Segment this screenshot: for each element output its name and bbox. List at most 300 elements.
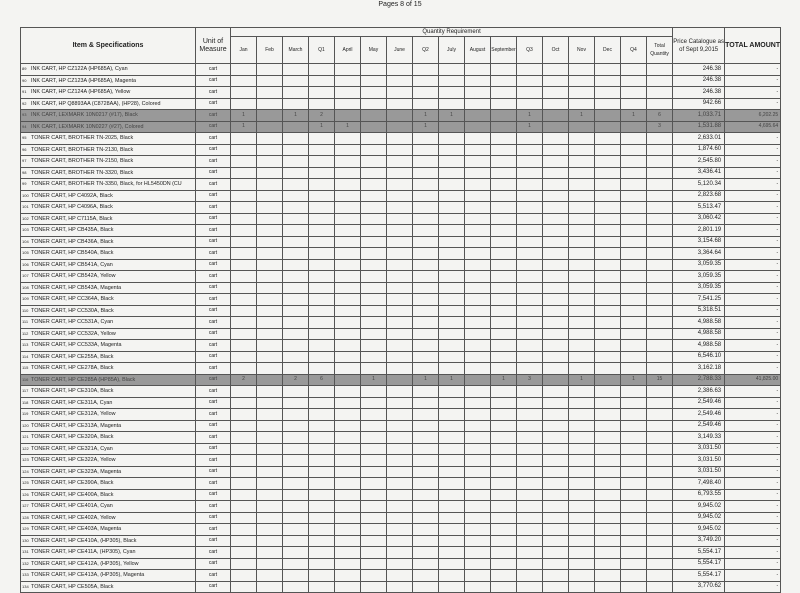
qty-cell — [283, 87, 309, 99]
qty-cell — [647, 443, 673, 455]
qty-cell — [387, 466, 413, 478]
item-number: 121 — [22, 434, 29, 439]
qty-cell — [543, 202, 569, 214]
qty-cell — [257, 110, 283, 122]
qty-cell — [647, 294, 673, 306]
item-number: 91 — [22, 89, 27, 94]
qty-cell — [569, 328, 595, 340]
qty-cell: 1 — [335, 121, 361, 133]
qty-cell — [361, 167, 387, 179]
qty-cell — [309, 294, 335, 306]
qty-cell — [491, 133, 517, 145]
qty-cell — [647, 179, 673, 191]
qty-cell — [647, 190, 673, 202]
price-cell: 5,554.17 — [673, 570, 725, 582]
qty-cell — [283, 489, 309, 501]
table-row — [21, 213, 781, 225]
qty-cell — [621, 570, 647, 582]
item-name: TONER CART, BROTHER TN-3350, Black, for HL5450DN (CU — [31, 181, 182, 187]
qty-cell — [257, 374, 283, 386]
item-number: 99 — [22, 181, 27, 186]
item-number: 113 — [22, 342, 29, 347]
qty-cell — [517, 363, 543, 375]
table-row — [21, 558, 781, 570]
qty-cell — [413, 98, 439, 110]
price-cell: 5,554.17 — [673, 558, 725, 570]
qty-cell — [543, 351, 569, 363]
qty-cell — [335, 179, 361, 191]
qty-cell — [439, 64, 465, 76]
item-number: 134 — [22, 583, 29, 589]
qty-cell — [361, 282, 387, 294]
qty-cell — [621, 466, 647, 478]
item-name: TONER CART, HP CE312A, Yellow — [31, 411, 116, 417]
amount-cell: - — [725, 317, 781, 329]
qty-cell — [465, 501, 491, 513]
qty-cell — [361, 558, 387, 570]
item-name: TONER CART, BROTHER TN-3320, Black — [31, 169, 134, 176]
qty-cell — [361, 501, 387, 513]
qty-cell — [517, 317, 543, 329]
qty-cell — [621, 259, 647, 271]
qty-cell — [335, 213, 361, 225]
price-cell: 2,549.46 — [673, 409, 725, 421]
qty-cell — [439, 167, 465, 179]
qty-cell — [335, 282, 361, 294]
qty-cell — [491, 167, 517, 179]
qty-cell — [413, 133, 439, 145]
unit-cell: cart — [196, 75, 231, 87]
qty-cell — [465, 294, 491, 306]
qty-cell — [595, 236, 621, 248]
qty-cell — [309, 328, 335, 340]
price-cell: 3,059.35 — [673, 271, 725, 283]
qty-cell — [569, 75, 595, 87]
qty-cell — [283, 570, 309, 582]
qty-cell — [413, 524, 439, 536]
qty-cell — [387, 524, 413, 536]
unit-cell: cart — [196, 547, 231, 559]
item-number: 117 — [22, 388, 29, 393]
item-cell — [21, 248, 196, 260]
qty-cell — [465, 409, 491, 421]
qty-cell — [595, 512, 621, 524]
price-cell: 3,364.64 — [673, 248, 725, 260]
qty-cell — [413, 397, 439, 409]
qty-cell — [413, 558, 439, 570]
table-row — [21, 386, 781, 398]
qty-cell — [309, 167, 335, 179]
qty-cell — [309, 547, 335, 559]
amount-cell: - — [725, 225, 781, 237]
amount-cell: - — [725, 547, 781, 559]
qty-cell — [647, 213, 673, 225]
item-number: 114 — [22, 353, 29, 359]
qty-cell — [647, 259, 673, 271]
qty-cell — [439, 524, 465, 536]
qty-cell — [543, 259, 569, 271]
qty-cell: 2 — [309, 110, 335, 122]
item-number: 126 — [22, 491, 29, 497]
qty-cell — [309, 455, 335, 467]
item-number: 125 — [22, 480, 29, 485]
qty-cell — [361, 478, 387, 490]
item-name: TONER CART, HP CE403A, Magenta — [31, 526, 122, 532]
amount-cell: - — [725, 455, 781, 467]
qty-cell — [569, 317, 595, 329]
qty-cell — [309, 225, 335, 237]
qty-cell — [465, 455, 491, 467]
item-number: 90 — [22, 77, 27, 83]
qty-cell — [413, 156, 439, 168]
unit-cell: cart — [196, 443, 231, 455]
qty-cell — [283, 75, 309, 87]
qty-cell — [621, 190, 647, 202]
qty-cell — [283, 409, 309, 421]
qty-cell — [413, 386, 439, 398]
qty-cell — [595, 213, 621, 225]
qty-cell — [517, 455, 543, 467]
qty-cell — [309, 179, 335, 191]
qty-cell — [413, 501, 439, 513]
qty-cell — [387, 144, 413, 156]
qty-cell — [595, 294, 621, 306]
qty-cell — [543, 455, 569, 467]
qty-cell — [257, 397, 283, 409]
price-cell: 6,546.10 — [673, 351, 725, 363]
qty-cell — [621, 386, 647, 398]
qty-cell — [257, 305, 283, 317]
qty-cell — [543, 397, 569, 409]
qty-cell — [231, 489, 257, 501]
qty-cell — [361, 443, 387, 455]
header-month: Total Quantity — [647, 37, 673, 64]
qty-cell — [491, 420, 517, 432]
qty-cell — [283, 535, 309, 547]
qty-cell — [517, 409, 543, 421]
qty-cell — [413, 144, 439, 156]
item-name: TONER CART, HP CB542A, Yellow — [31, 273, 116, 279]
quantity-requirement-table — [20, 27, 781, 593]
table-row — [21, 432, 781, 444]
unit-cell: cart — [196, 570, 231, 582]
qty-cell — [335, 581, 361, 593]
item-name: INK CART, HP Q8893AA (C8728AA), (HP28), Colored — [31, 100, 161, 107]
qty-cell — [569, 236, 595, 248]
amount-cell: - — [725, 190, 781, 202]
qty-cell — [465, 340, 491, 352]
unit-cell: cart — [196, 282, 231, 294]
qty-cell — [439, 282, 465, 294]
qty-cell — [361, 489, 387, 501]
qty-cell — [335, 363, 361, 375]
qty-cell — [439, 558, 465, 570]
qty-cell — [491, 98, 517, 110]
qty-cell — [309, 466, 335, 478]
qty-cell — [439, 190, 465, 202]
qty-cell — [335, 202, 361, 214]
qty-cell — [283, 340, 309, 352]
table-row — [21, 98, 781, 110]
qty-cell — [361, 512, 387, 524]
qty-cell — [595, 144, 621, 156]
item-name: TONER CART, HP CE411A, (HP305), Cyan — [31, 549, 136, 555]
qty-cell — [257, 420, 283, 432]
qty-cell — [517, 202, 543, 214]
header-month: Q1 — [309, 37, 335, 64]
qty-cell — [283, 236, 309, 248]
amount-cell: - — [725, 305, 781, 317]
qty-cell — [543, 133, 569, 145]
price-cell: 2,633.01 — [673, 133, 725, 145]
qty-cell — [621, 489, 647, 501]
qty-cell — [543, 512, 569, 524]
table-row — [21, 294, 781, 306]
qty-cell — [231, 202, 257, 214]
amount-cell: - — [725, 179, 781, 191]
header-item: Item & Specifications — [21, 28, 196, 64]
qty-cell — [569, 397, 595, 409]
qty-cell — [491, 409, 517, 421]
item-cell — [21, 133, 196, 145]
item-number: 106 — [22, 261, 29, 267]
qty-cell — [595, 581, 621, 593]
unit-cell: cart — [196, 455, 231, 467]
qty-cell — [543, 501, 569, 513]
qty-cell — [517, 547, 543, 559]
qty-cell — [335, 317, 361, 329]
unit-cell: cart — [196, 478, 231, 490]
qty-cell — [335, 489, 361, 501]
qty-cell — [491, 535, 517, 547]
qty-cell — [543, 87, 569, 99]
item-cell — [21, 282, 196, 294]
qty-cell — [387, 432, 413, 444]
unit-cell: cart — [196, 98, 231, 110]
item-cell — [21, 225, 196, 237]
item-name: TONER CART, HP CB540A, Black — [31, 250, 114, 256]
price-cell: 1,033.71 — [673, 110, 725, 122]
qty-cell — [595, 386, 621, 398]
qty-cell — [517, 397, 543, 409]
qty-cell — [465, 420, 491, 432]
qty-cell — [231, 179, 257, 191]
qty-cell — [543, 489, 569, 501]
qty-cell — [647, 133, 673, 145]
qty-cell — [595, 489, 621, 501]
item-name: TONER CART, HP CE255A, Black — [31, 353, 114, 360]
qty-cell — [257, 144, 283, 156]
qty-cell — [621, 282, 647, 294]
qty-cell — [621, 432, 647, 444]
qty-cell — [231, 432, 257, 444]
qty-cell — [517, 75, 543, 87]
qty-cell: 1 — [517, 110, 543, 122]
item-number: 89 — [22, 66, 27, 71]
qty-cell — [413, 340, 439, 352]
qty-cell — [231, 501, 257, 513]
item-cell — [21, 570, 196, 582]
unit-cell: cart — [196, 432, 231, 444]
qty-cell — [439, 87, 465, 99]
qty-cell — [309, 202, 335, 214]
qty-cell — [465, 547, 491, 559]
qty-cell — [595, 98, 621, 110]
qty-cell — [465, 213, 491, 225]
price-cell: 5,318.51 — [673, 305, 725, 317]
item-name: INK CART, LEXMARK 10N0227 (#27), Colored — [31, 123, 144, 130]
qty-cell — [257, 455, 283, 467]
qty-cell — [387, 374, 413, 386]
qty-cell — [491, 259, 517, 271]
table-row — [21, 466, 781, 478]
qty-cell — [413, 547, 439, 559]
qty-cell — [231, 512, 257, 524]
qty-cell — [491, 75, 517, 87]
header-total-amount: TOTAL AMOUNT — [725, 28, 781, 64]
amount-cell: - — [725, 328, 781, 340]
qty-cell — [621, 363, 647, 375]
qty-cell — [231, 259, 257, 271]
item-number: 112 — [22, 330, 29, 336]
qty-cell — [465, 271, 491, 283]
amount-cell: - — [725, 75, 781, 87]
qty-cell — [387, 386, 413, 398]
qty-cell — [595, 133, 621, 145]
qty-cell — [361, 87, 387, 99]
qty-cell — [465, 558, 491, 570]
amount-cell: - — [725, 512, 781, 524]
qty-cell — [569, 501, 595, 513]
qty-cell — [283, 420, 309, 432]
qty-cell — [413, 213, 439, 225]
qty-cell — [595, 570, 621, 582]
qty-cell — [595, 190, 621, 202]
item-number: 124 — [22, 468, 29, 474]
amount-cell: - — [725, 248, 781, 260]
qty-cell — [543, 328, 569, 340]
qty-cell — [387, 294, 413, 306]
qty-cell — [309, 512, 335, 524]
qty-cell: 1 — [231, 110, 257, 122]
amount-cell: - — [725, 351, 781, 363]
unit-cell: cart — [196, 512, 231, 524]
qty-cell — [283, 98, 309, 110]
qty-cell — [517, 305, 543, 317]
qty-cell — [543, 420, 569, 432]
amount-cell: - — [725, 478, 781, 490]
price-cell: 246.38 — [673, 64, 725, 76]
amount-cell: - — [725, 420, 781, 432]
qty-cell — [621, 213, 647, 225]
qty-cell — [257, 202, 283, 214]
qty-cell — [595, 179, 621, 191]
qty-cell — [361, 213, 387, 225]
qty-cell — [387, 409, 413, 421]
qty-cell — [517, 248, 543, 260]
qty-cell — [231, 75, 257, 87]
price-cell: 3,059.35 — [673, 282, 725, 294]
qty-cell — [543, 64, 569, 76]
qty-cell — [231, 156, 257, 168]
item-number: 97 — [22, 158, 27, 163]
qty-cell — [647, 570, 673, 582]
qty-cell — [595, 547, 621, 559]
qty-cell — [439, 535, 465, 547]
qty-cell — [595, 432, 621, 444]
qty-cell — [439, 443, 465, 455]
qty-cell — [361, 455, 387, 467]
item-number: 128 — [22, 514, 29, 520]
price-cell: 1,531.88 — [673, 121, 725, 133]
qty-cell — [465, 512, 491, 524]
item-number: 123 — [22, 457, 29, 462]
price-cell: 2,545.80 — [673, 156, 725, 168]
price-cell: 3,060.42 — [673, 213, 725, 225]
item-cell — [21, 581, 196, 593]
qty-cell — [335, 432, 361, 444]
price-cell: 3,436.41 — [673, 167, 725, 179]
item-cell — [21, 501, 196, 513]
qty-cell — [439, 489, 465, 501]
amount-cell: - — [725, 558, 781, 570]
qty-cell — [569, 87, 595, 99]
item-cell — [21, 236, 196, 248]
qty-cell — [595, 328, 621, 340]
qty-cell: 1 — [621, 374, 647, 386]
qty-cell — [231, 386, 257, 398]
item-cell — [21, 328, 196, 340]
qty-cell — [543, 167, 569, 179]
item-name: TONER CART, HP CE402A, Yellow — [31, 514, 116, 521]
qty-cell — [647, 547, 673, 559]
qty-cell — [387, 225, 413, 237]
qty-cell — [465, 478, 491, 490]
qty-cell — [439, 397, 465, 409]
item-name: TONER CART, HP CC531A, Cyan — [31, 319, 114, 325]
item-name: TONER CART, HP CB543A, Magenta — [31, 284, 122, 291]
qty-cell — [257, 121, 283, 133]
unit-cell: cart — [196, 374, 231, 386]
qty-cell — [647, 535, 673, 547]
qty-cell — [283, 397, 309, 409]
amount-cell: - — [725, 570, 781, 582]
qty-cell — [361, 363, 387, 375]
qty-cell — [387, 443, 413, 455]
item-cell — [21, 340, 196, 352]
qty-cell — [361, 190, 387, 202]
qty-cell — [335, 328, 361, 340]
qty-cell — [621, 64, 647, 76]
qty-cell — [543, 535, 569, 547]
qty-cell — [465, 133, 491, 145]
qty-cell — [647, 75, 673, 87]
price-cell: 9,945.02 — [673, 512, 725, 524]
qty-cell — [439, 570, 465, 582]
qty-cell — [231, 466, 257, 478]
qty-cell — [621, 98, 647, 110]
qty-cell — [517, 328, 543, 340]
qty-cell: 1 — [621, 110, 647, 122]
qty-cell — [491, 340, 517, 352]
qty-cell — [465, 225, 491, 237]
qty-cell: 2 — [231, 374, 257, 386]
qty-cell — [335, 144, 361, 156]
qty-cell — [335, 87, 361, 99]
price-cell: 3,031.50 — [673, 455, 725, 467]
qty-cell — [517, 420, 543, 432]
table-row — [21, 570, 781, 582]
